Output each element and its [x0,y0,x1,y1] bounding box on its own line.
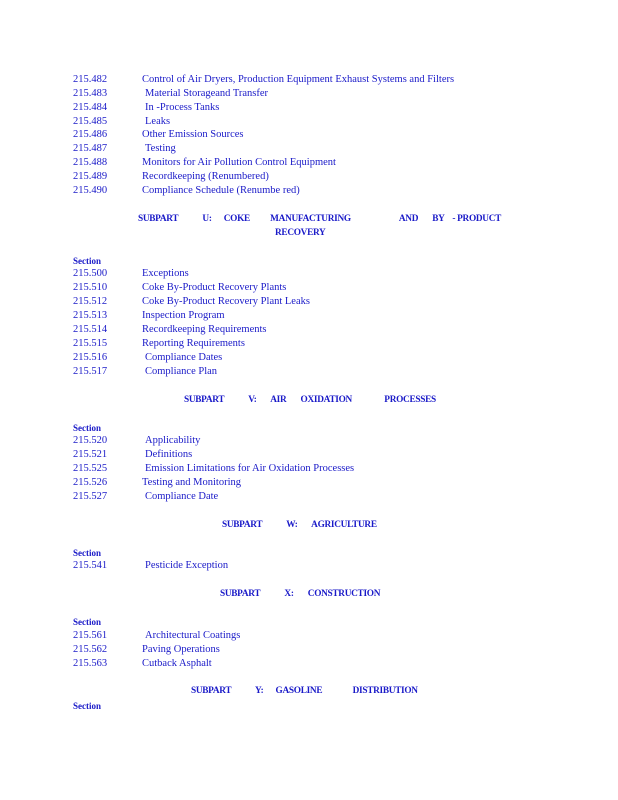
section-number: 215.520 [73,435,108,446]
section-label: Section [73,617,101,627]
section-number: 215.541 [73,560,108,571]
section-title: Cutback Asphalt [142,658,212,669]
section-number: 215.484 [73,102,108,113]
subpart-heading-continuation: RECOVERY [275,228,326,238]
section-label: Section [73,256,101,266]
section-number: 215.562 [73,644,108,655]
section-title: Paving Operations [142,644,220,655]
section-title: Testing [145,143,176,154]
section-number: 215.489 [73,171,108,182]
section-number: 215.488 [73,157,108,168]
section-title: Architectural Coatings [145,630,241,641]
subpart-heading: SUBPART X: CONSTRUCTION [220,589,381,599]
section-number: 215.521 [73,449,108,460]
section-number: 215.482 [73,74,108,85]
section-number: 215.512 [73,296,108,307]
section-title: Other Emission Sources [142,129,244,140]
section-title: Testing and Monitoring [142,477,242,488]
section-title: Compliance Date [145,491,219,502]
section-label: Section [73,701,101,711]
subpart-heading: SUBPART V: AIR OXIDATION PROCESSES [184,395,436,405]
section-label: Section [73,548,101,558]
section-number: 215.483 [73,88,108,99]
section-title: Inspection Program [142,310,225,321]
section-title: Emission Limitations for Air Oxidation Processes [145,463,355,474]
section-number: 215.485 [73,116,108,127]
section-number: 215.500 [73,268,108,279]
section-title: Leaks [145,116,171,127]
subpart-heading: SUBPART Y: GASOLINE DISTRIBUTION [191,686,418,696]
section-number: 215.513 [73,310,108,321]
section-number: 215.515 [73,338,108,349]
section-title: Reporting Requirements [142,338,245,349]
section-label: Section [73,423,101,433]
section-title: Pesticide Exception [145,560,229,571]
section-title: Coke By-Product Recovery Plant Leaks [142,296,310,307]
section-title: Compliance Dates [145,352,223,363]
section-number: 215.525 [73,463,108,474]
section-number: 215.563 [73,658,108,669]
section-title: Coke By-Product Recovery Plants [142,282,287,293]
section-number: 215.490 [73,185,108,196]
section-number: 215.561 [73,630,108,641]
section-number: 215.527 [73,491,108,502]
section-number: 215.516 [73,352,108,363]
subpart-heading: SUBPART U: COKE MANUFACTURING AND BY - PRODUCT [138,214,502,224]
section-title: Compliance Plan [145,366,218,377]
section-title: Control of Air Dryers, Production Equipment Exhaust Systems and Filters [142,74,455,85]
section-number: 215.486 [73,129,108,140]
section-title: Applicability [145,435,201,446]
section-number: 215.514 [73,324,108,335]
subpart-heading: SUBPART W: AGRICULTURE [222,520,377,530]
section-title: Material Storageand Transfer [145,88,269,99]
section-number: 215.526 [73,477,108,488]
section-number: 215.487 [73,143,108,154]
section-title: Recordkeeping (Renumbered) [142,171,269,182]
section-title: In -Process Tanks [145,102,220,113]
section-title: Recordkeeping Requirements [142,324,267,335]
section-title: Definitions [145,449,193,460]
section-number: 215.517 [73,366,108,377]
section-title: Compliance Schedule (Renumbe red) [142,185,300,196]
section-title: Exceptions [142,268,189,279]
section-title: Monitors for Air Pollution Control Equipment [142,157,336,168]
section-number: 215.510 [73,282,108,293]
